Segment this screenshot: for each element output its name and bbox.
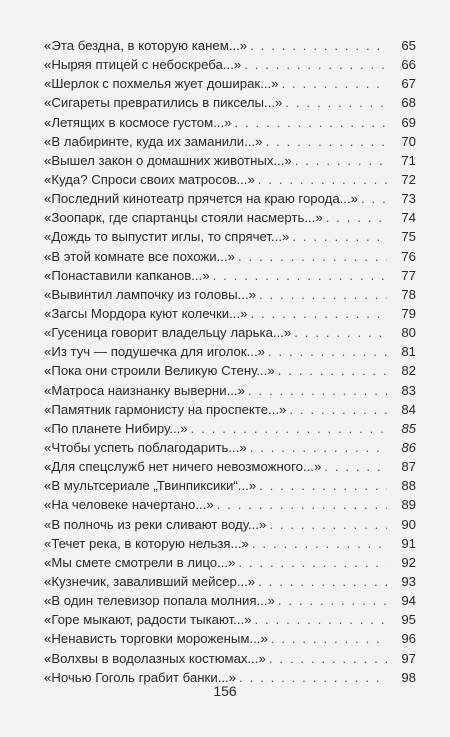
dot-leader: [250, 438, 387, 457]
toc-entry: [44, 170, 416, 189]
toc-entry-page: 98: [401, 669, 416, 685]
toc-entry-title: «Вывинтил лампочку из головы...»: [44, 286, 256, 302]
dot-leader: [258, 170, 387, 189]
dot-leader: [324, 457, 387, 476]
toc-entry: [44, 553, 416, 572]
toc-entry-page: 71: [401, 152, 416, 168]
dot-leader: [259, 476, 387, 495]
toc-entry: [44, 649, 416, 668]
toc-entry-page: 78: [401, 286, 416, 302]
toc-entry-page: 97: [401, 650, 416, 666]
dot-leader: [254, 610, 387, 629]
dot-leader: [295, 151, 387, 170]
dot-leader: [271, 629, 387, 648]
dot-leader: [235, 113, 387, 132]
toc-entry-page: 66: [401, 57, 416, 73]
toc-entry: [44, 132, 416, 151]
toc-entry-page: 79: [401, 305, 416, 321]
toc-entry-title: «Ныряя птицей с небоскреба...»: [44, 57, 242, 73]
toc-entry: [44, 610, 416, 629]
toc-entry-title: «Куда? Спроси своих матросов...»: [44, 171, 255, 187]
toc-entry-page: 93: [401, 573, 416, 589]
toc-entry-title: «Чтобы успеть поблагодарить...»: [44, 439, 247, 455]
toc-entry: [44, 457, 416, 476]
toc-entry-title: «Течет река, в которую нельзя...»: [44, 535, 249, 551]
toc-entry-title: «Вышел закон о домашних животных...»: [44, 152, 292, 168]
toc-entry-title: «Зоопарк, где спартанцы стояли насмерть...»: [44, 210, 323, 226]
dot-leader: [285, 93, 387, 112]
dot-leader: [250, 304, 387, 323]
toc-entry-title: «В один телевизор попала молния...»: [44, 593, 275, 609]
dot-leader: [250, 36, 387, 55]
toc-entry-title: «По планете Нибиру...»: [44, 420, 188, 436]
dot-leader: [217, 495, 387, 514]
toc-entry-title: «Памятник гармонисту на проспекте...»: [44, 401, 287, 417]
dot-leader: [278, 361, 387, 380]
toc-entry-title: «Гусеница говорит владельцу ларька...»: [44, 325, 292, 341]
dot-leader: [292, 227, 387, 246]
dot-leader: [213, 266, 387, 285]
toc-entry: [44, 629, 416, 648]
toc-entry: [44, 36, 416, 55]
dot-leader: [258, 572, 387, 591]
toc-entry: [44, 113, 416, 132]
toc-entry-title: «В лабиринте, куда их заманили...»: [44, 133, 263, 149]
dot-leader: [252, 534, 387, 553]
toc-entry: [44, 151, 416, 170]
toc-entry-page: 82: [401, 363, 416, 379]
toc-entry-title: «Сигареты превратились в пикселы...»: [44, 95, 283, 111]
toc-entry-title: «Ненависть торговки мороженым...»: [44, 631, 268, 647]
toc-entry-title: «Из туч — подушечка для иголок...»: [44, 344, 265, 360]
toc-entry-title: «Горе мыкают, радости тыкают...»: [44, 612, 252, 628]
toc-entry-title: «В этой комнате все похожи...»: [44, 248, 235, 264]
toc-entry-page: 77: [401, 267, 416, 283]
toc-entry-title: «Загсы Мордора куют колечки...»: [44, 305, 248, 321]
toc-entry-page: 70: [401, 133, 416, 149]
toc-entry-title: «Волхвы в водолазных костюмах...»: [44, 650, 266, 666]
dot-leader: [238, 553, 387, 572]
toc-entry-page: 72: [401, 171, 416, 187]
toc-entry: [44, 227, 416, 246]
toc-entry-title: «Дождь то выпустит иглы, то спрячет...»: [44, 229, 290, 245]
dot-leader: [326, 208, 387, 227]
toc-entry-page: 96: [401, 631, 416, 647]
toc-entry-page: 94: [401, 593, 416, 609]
toc-entry-page: 68: [401, 95, 416, 111]
toc-entry: [44, 476, 416, 495]
toc-entry: [44, 266, 416, 285]
toc-entry-page: 83: [401, 382, 416, 398]
toc-entry-page: 69: [401, 114, 416, 130]
toc-entry-title: «Шерлок с похмелья жует доширак...»: [44, 76, 279, 92]
toc-entry-page: 92: [401, 554, 416, 570]
toc-entry-page: 95: [401, 612, 416, 628]
toc-entry-title: «Понаставили капканов...»: [44, 267, 210, 283]
toc-entry-title: «Ночью Гоголь грабит банки...»: [44, 669, 237, 685]
toc-entry-title: «В полночь из реки сливают воду...»: [44, 516, 267, 532]
toc-entry: [44, 381, 416, 400]
dot-leader: [238, 247, 387, 266]
toc-entry-title: «В мультсериале „Твинпиксики“...»: [44, 478, 257, 494]
toc-entry-page: 85: [401, 420, 416, 436]
toc-entry-page: 90: [401, 516, 416, 532]
toc-entry: [44, 495, 416, 514]
toc-entry-title: «Эта бездна, в которую канем...»: [44, 38, 248, 53]
toc-entry: [44, 515, 416, 534]
toc-entry: [44, 419, 416, 438]
toc-entry-page: 74: [401, 210, 416, 226]
dot-leader: [278, 591, 387, 610]
toc-entry: [44, 572, 416, 591]
toc-entry-page: 75: [401, 229, 416, 245]
dot-leader: [361, 189, 387, 208]
toc-entry-page: 87: [401, 459, 416, 475]
toc-entry-title: «Матроса наизнанку выверни...»: [44, 382, 245, 398]
toc-entry-page: 76: [401, 248, 416, 264]
toc-entry-page: 81: [401, 344, 416, 360]
toc-entry-title: «Мы смете смотрели в лицо...»: [44, 554, 236, 570]
toc-entry: [44, 304, 416, 323]
toc-entry-page: 80: [401, 325, 416, 341]
page-number: 156: [213, 683, 237, 699]
toc-entry-page: 67: [401, 76, 416, 92]
toc-entry-page: 65: [401, 38, 416, 53]
dot-leader: [244, 55, 387, 74]
toc-entry: [44, 93, 416, 112]
toc-entry-page: 73: [401, 191, 416, 207]
dot-leader: [282, 74, 387, 93]
toc-entry-page: 89: [401, 497, 416, 513]
dot-leader: [269, 515, 387, 534]
dot-leader: [268, 342, 387, 361]
toc-entry: [44, 591, 416, 610]
toc-entry: [44, 438, 416, 457]
toc-entry-page: 84: [401, 401, 416, 417]
toc-entry: [44, 361, 416, 380]
dot-leader: [294, 323, 387, 342]
toc-entry: [44, 208, 416, 227]
toc-entry-title: «Для спецслужб нет ничего невозможного...»: [44, 459, 322, 475]
toc-entry: [44, 400, 416, 419]
toc-entry-title: «Кузнечик, заваливший мейсер...»: [44, 573, 256, 589]
toc-entry-page: 88: [401, 478, 416, 494]
toc-entry-title: «На человеке начертано...»: [44, 497, 214, 513]
table-of-contents: [44, 36, 416, 687]
toc-entry: [44, 323, 416, 342]
dot-leader: [289, 400, 387, 419]
toc-entry: [44, 189, 416, 208]
toc-entry-page: 91: [401, 535, 416, 551]
toc-entry-page: 86: [401, 439, 416, 455]
toc-entry: [44, 342, 416, 361]
toc-entry-title: «Последний кинотеатр прячется на краю города...»: [44, 191, 359, 207]
toc-entry: [44, 285, 416, 304]
toc-entry-title: «Пока они строили Великую Стену...»: [44, 363, 275, 379]
toc-entry-title: «Летящих в космосе густом...»: [44, 114, 232, 130]
dot-leader: [259, 285, 387, 304]
dot-leader: [269, 649, 387, 668]
toc-entry: [44, 55, 416, 74]
toc-entry: [44, 534, 416, 553]
dot-leader: [191, 419, 387, 438]
dot-leader: [266, 132, 388, 151]
toc-entry: [44, 74, 416, 93]
dot-leader: [248, 381, 387, 400]
toc-entry: [44, 247, 416, 266]
